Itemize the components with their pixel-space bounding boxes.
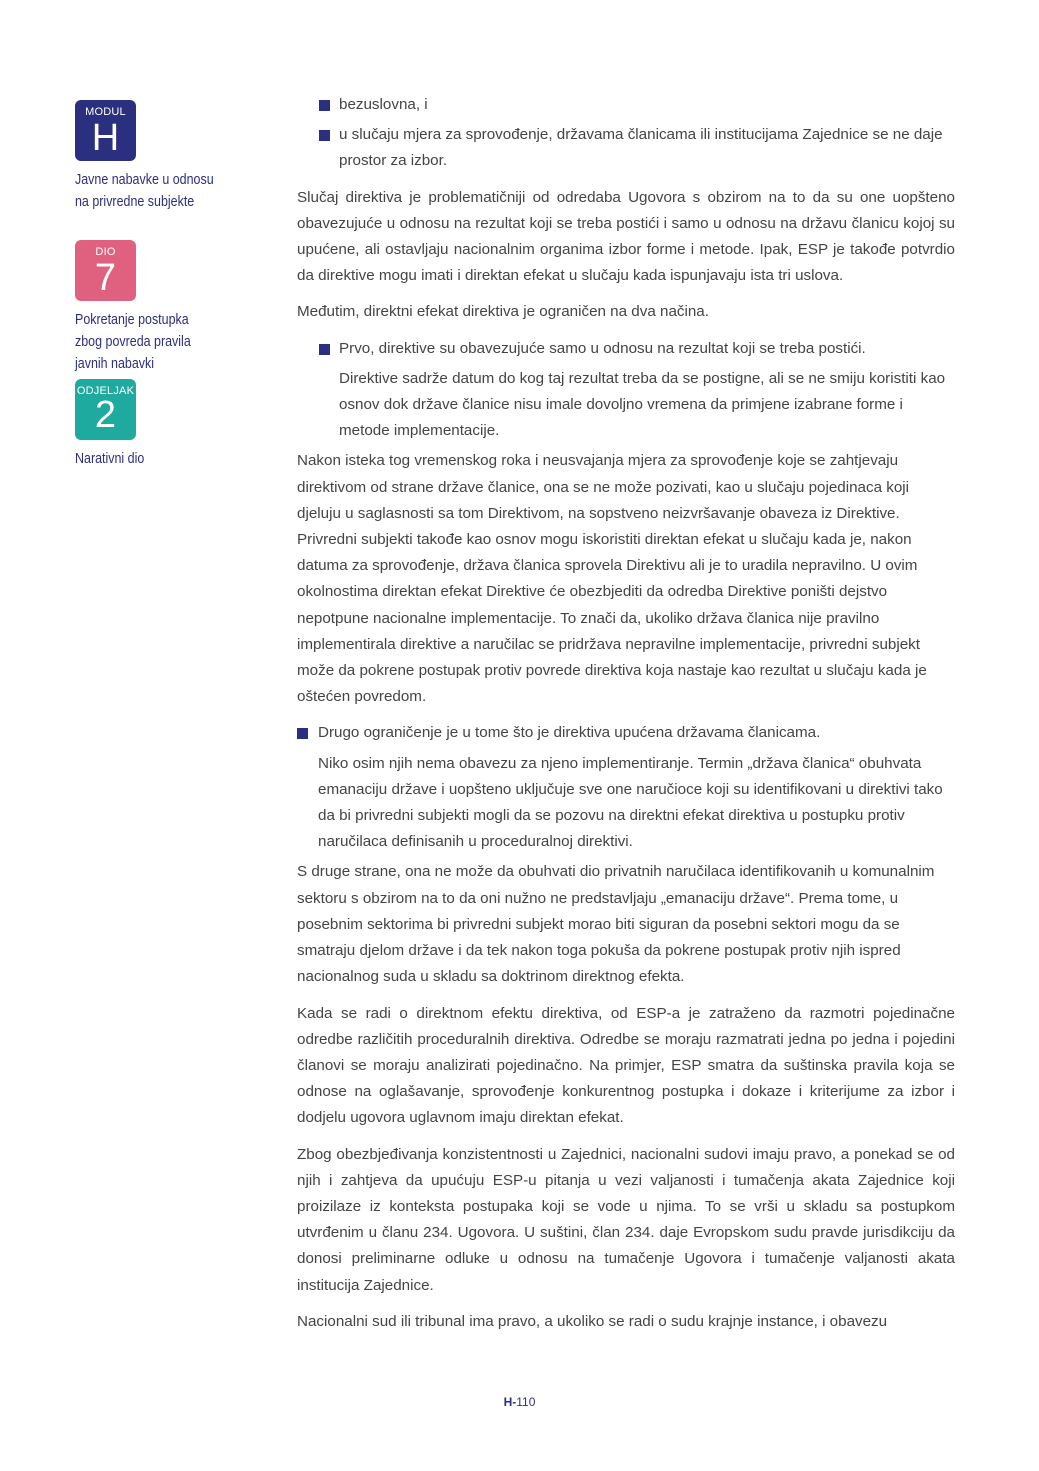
modul-badge xyxy=(75,100,136,161)
page-number-value: 110 xyxy=(516,1395,536,1409)
modul-label: MODUL xyxy=(85,106,126,118)
page-number xyxy=(0,1395,1039,1409)
odjeljak-title: Narativni dio xyxy=(75,451,145,467)
square-bullet-icon xyxy=(297,728,308,739)
list-item-text: Drugo ograničenje je u tome što je direktiva upućena državama članicama. xyxy=(318,724,821,742)
list-item-text: u slučaju mjera za sprovođenje, državama članicama ili institucijama Zajednice se ne daje prostor za izbor. xyxy=(339,126,943,170)
paragraph: Zbog obezbjeđivanja konzistentnosti u Zajednici, nacionalni sudovi imaju pravo, a ponekad se od njih i zahtjeva da upućuju ESP-u pitanja u vezi valjanosti i tumačenja akata Zajednice koji proizilaze iz konteksta postupaka koji se vode u njima. To se vrši u skladu sa postupkom utvrđenim u članu 234. Ugovora. U suštini, član 234. daje Evropskom sudu pravde jurisdikciju da donosi preliminarne odluke u odnosu na tumačenje Ugovora i tumačenje valjanosti akata institucija Zajednice. xyxy=(297,1145,955,1294)
list-item-text: Prvo, direktive su obavezujuće samo u odnosu na rezultat koji se treba postići. xyxy=(339,339,866,357)
dio-title-line: zbog povreda pravila xyxy=(75,334,191,350)
odjeljak-badge xyxy=(75,379,136,440)
modul-title-line: na privredne subjekte xyxy=(75,194,195,210)
list-item-text: bezuslovna, i xyxy=(339,96,428,113)
dio-label: DIO xyxy=(95,246,116,258)
odjeljak-number: 2 xyxy=(94,394,117,436)
paragraph: Nacionalni sud ili tribunal ima pravo, a ukoliko se radi o sudu krajnje instance, i obavezu xyxy=(297,1312,888,1330)
paragraph: Međutim, direktni efekat direktiva je ograničen na dva načina. xyxy=(297,303,709,321)
paragraph: S druge strane, ona ne može da obuhvati dio privatnih naručilaca identifikovanih u komunalnim sektoru s obzirom na to da oni nužno ne predstavljaju „emanaciju države“. Prema tome, u posebnim sektorima bi privredni subjekt morao biti siguran da posebni sektori mogu da se smatraju djelom države i da tek nakon toga pokuša da pokrene postupak protiv njih ispred nacionalnog suda u skladu sa doktrinom direktnog efekta. xyxy=(297,863,935,986)
list-item xyxy=(297,720,955,746)
paragraph: Slučaj direktiva je problematičniji od odredaba Ugovora s obzirom na to da su one uopšteno obavezujuće u odnosu na rezultat koji se treba postići i samo u odnosu na državu članicu kojoj su upućene, ali ostavljaju nacionalnim organima izbor forme i metode. Ipak, ESP je takođe potvrdio da direktive mogu imati i direktan efekat u slučaju kada ispunjavaju ista tri uslova. xyxy=(297,188,955,285)
modul-title xyxy=(75,169,281,213)
list-item-subtext: Niko osim njih nema obavezu za njeno implementiranje. Termin „država članica“ obuhvata emanaciju države i uopšteno uključuje sve one naručioce koji su identifikovani u direktivi tako da bi privredni subjekti mogli da se pozovu na direktni efekat direktiva u postupku protiv naručilaca definisanih u proceduralnoj direktivi. xyxy=(318,754,943,851)
main-content xyxy=(297,92,955,1335)
paragraph: Kada se radi o direktnom efektu direktiva, od ESP-a je zatraženo da razmotri pojedinačne odredbe različitih proceduralnih direktiva. Odredbe se moraju razmatrati jedna po jedna i pojedini članovi se moraju analizirati pojedinačno. Na primjer, ESP smatra da suštinska pravila koja se odnose na oglašavanje, sprovođenje konkurentnog postupka i dokaze i kriterijume za izbor i dodjelu ugovora uglavnom imaju direktan efekat. xyxy=(297,1004,955,1127)
modul-title-line: Javne nabavke u odnosu xyxy=(75,172,214,188)
list-item xyxy=(297,336,955,362)
list-item-subtext: Direktive sadrže datum do kog taj rezultat treba da se postigne, ali se ne smiju koristiti kao osnov dok države članice nisu imale dovoljno vremena da primjene izabrane forme i metode implementacije. xyxy=(339,369,946,440)
odjeljak-label: ODJELJAK xyxy=(76,385,135,397)
list-item xyxy=(297,92,955,118)
square-bullet-icon xyxy=(319,344,330,355)
dio-badge xyxy=(75,240,136,301)
dio-title-line: javnih nabavki xyxy=(75,356,155,372)
sidebar xyxy=(75,100,275,470)
list-item xyxy=(297,122,955,174)
modul-letter: H xyxy=(91,117,120,159)
dio-title-line: Pokretanje postupka xyxy=(75,312,189,328)
paragraph: Nakon isteka tog vremenskog roka i neusvajanja mjera za sprovođenje koje se zahtjevaju direktivom od strane države članice, ona se ne može pozivati, kao u slučaju pojedinaca koji djeluju u saglasnosti sa tom Direktivom, na sopstveno neizvršavanje obaveza iz Direktive. Privredni subjekti takođe kao osnov mogu iskoristiti direktan efekat u slučaju kada je, nakon datuma za sprovođenje, država članica sprovela Direktivu ali je to uradila nepravilno. U ovim okolnostima direktan efekat Direktive će obezbjediti da odredba Direktive poništi dejstvo nepotpune nacionalne implementacije. To znači da, ukoliko država članica nije pravilno implementirala direktive a naručilac se pridržava nepravilne implementacije, privredni subjekt može da pokrene postupak protiv povrede direktiva koja nastaje kao rezultat u slučaju kada je oštećen povredom. xyxy=(297,452,927,706)
square-bullet-icon xyxy=(319,130,330,141)
dio-title xyxy=(75,309,281,375)
dio-number: 7 xyxy=(94,257,117,299)
square-bullet-icon xyxy=(319,100,330,111)
page-prefix: H- xyxy=(503,1395,517,1409)
